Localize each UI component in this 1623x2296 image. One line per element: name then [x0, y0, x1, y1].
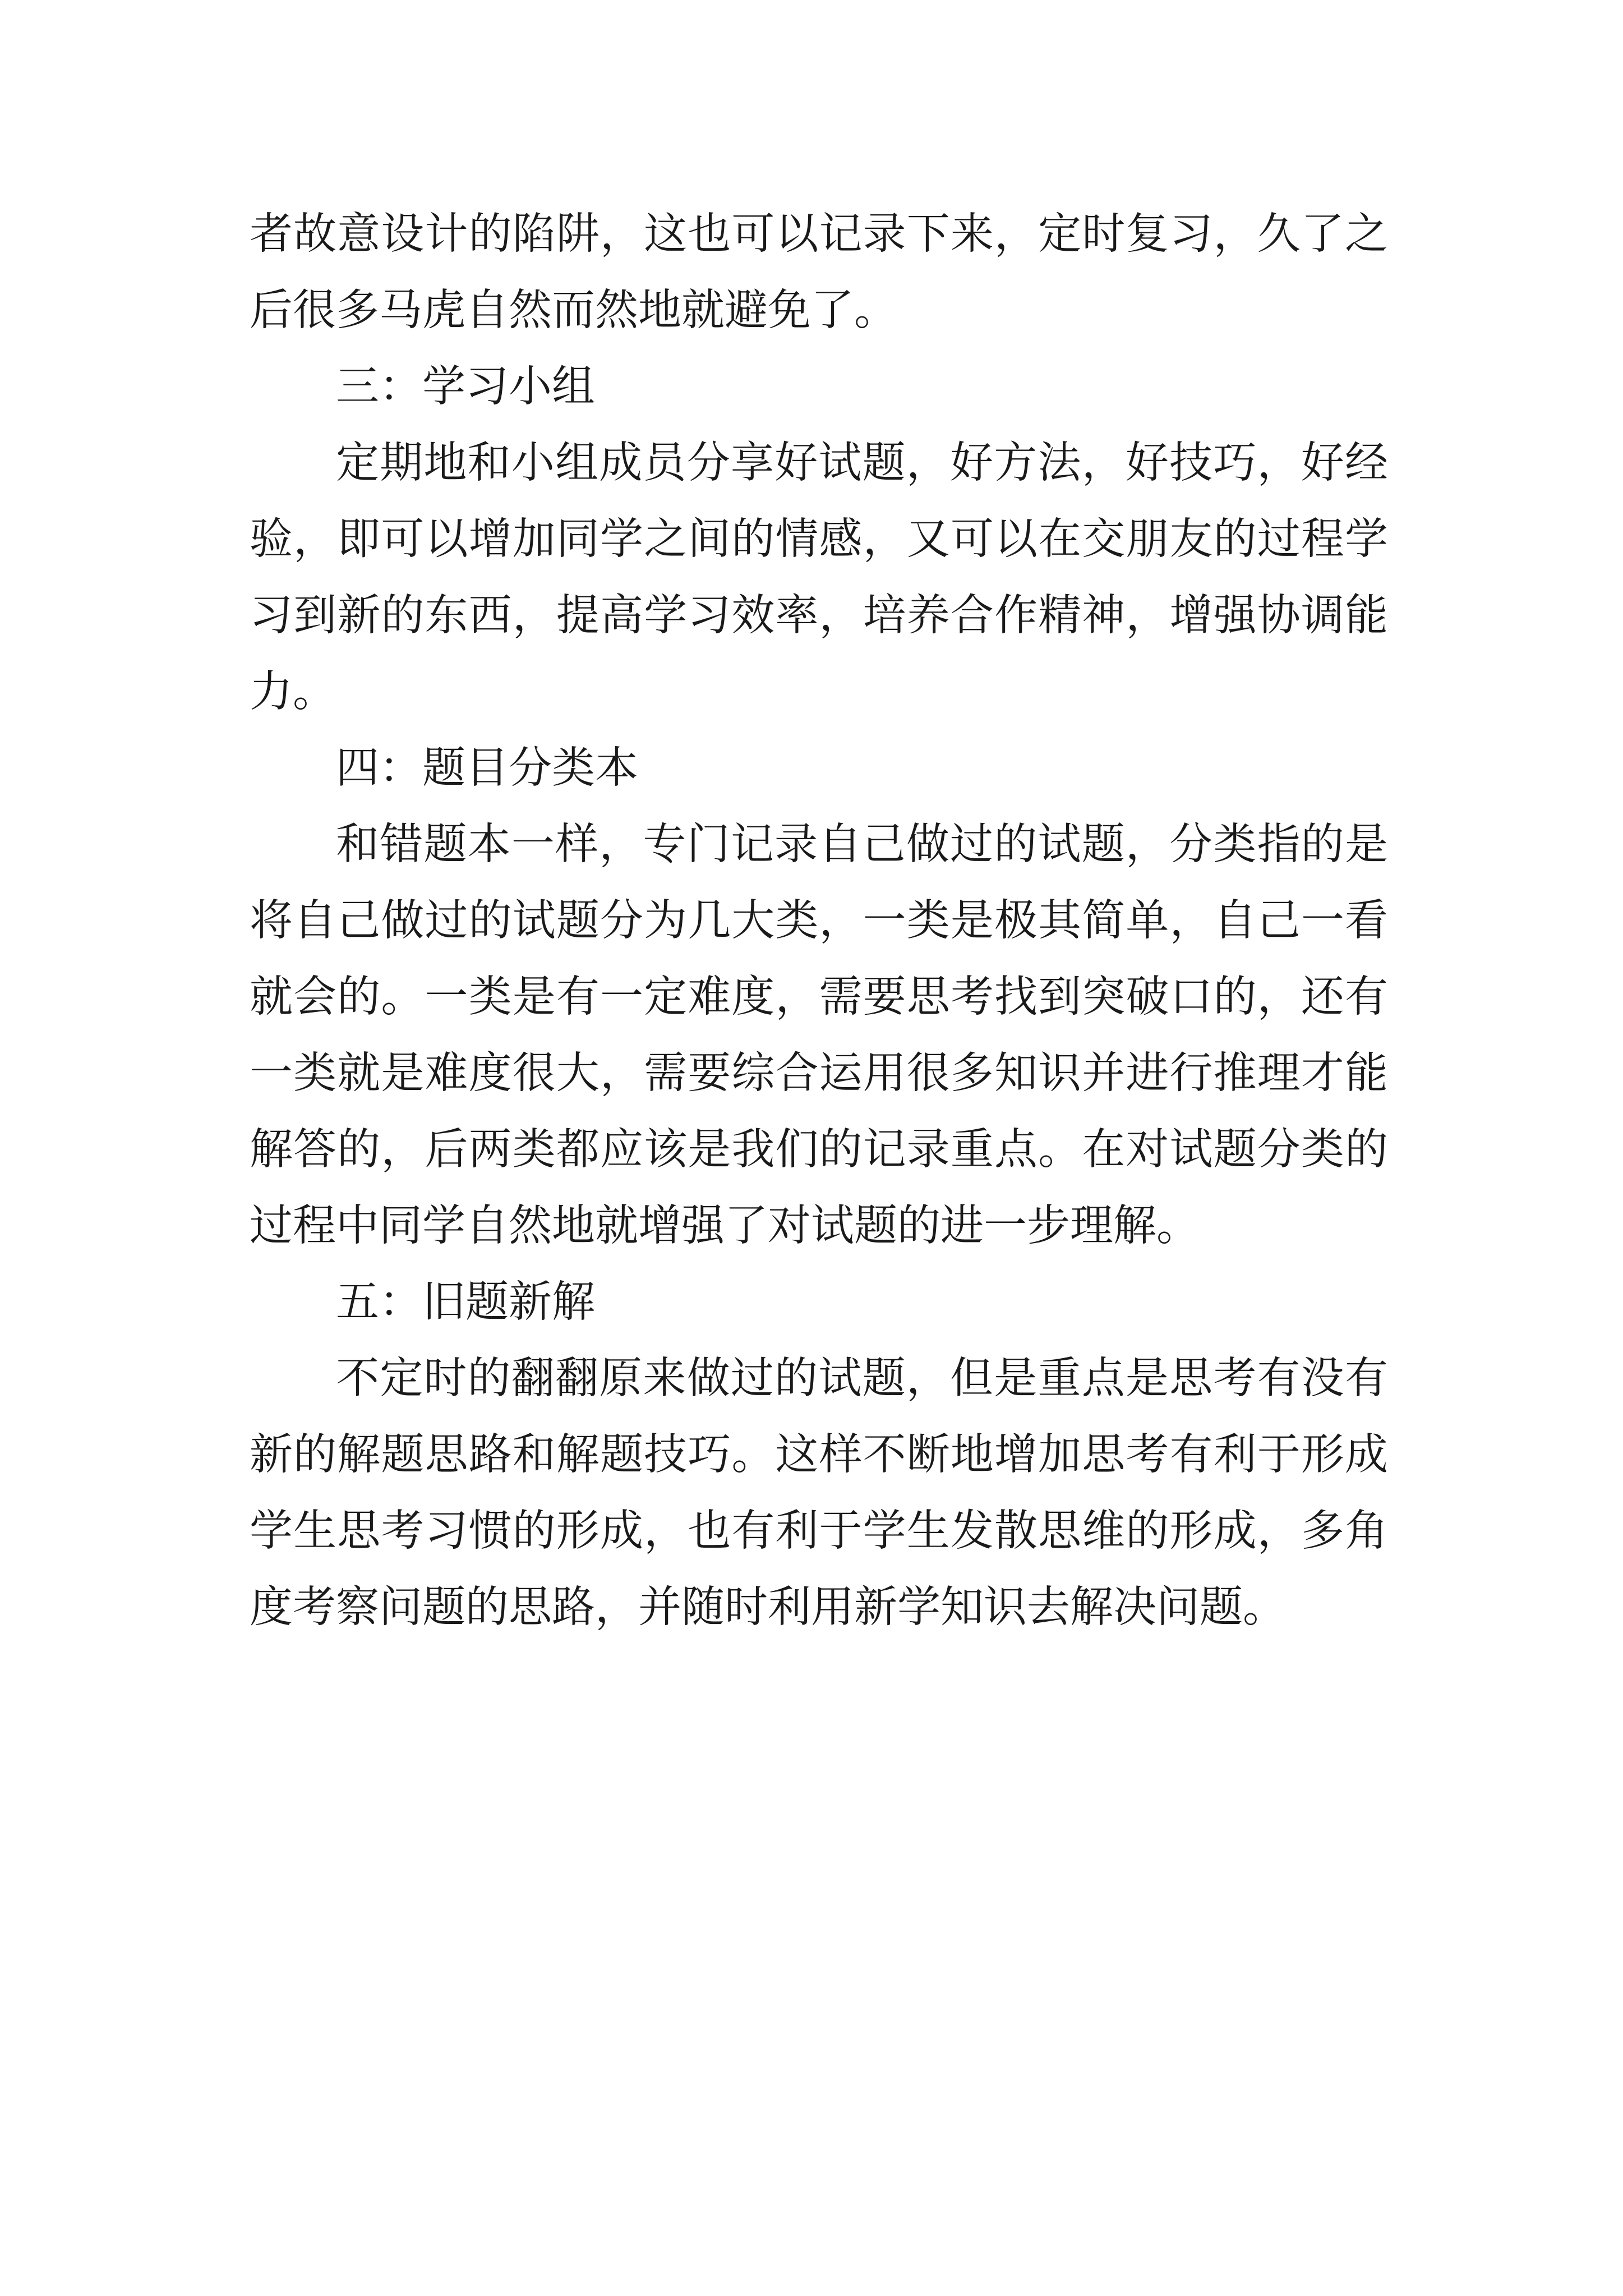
text-line: 和错题本一样，专门记录自己做过的试题，分类指的是: [336, 820, 1388, 869]
text-line: 一类就是难度很大，需要综合运用很多知识并进行推理才能: [250, 1048, 1388, 1098]
text-line: 不定时的翻翻原来做过的试题，但是重点是思考有没有: [336, 1354, 1388, 1404]
text-line: 者故意设计的陷阱，这也可以记录下来，定时复习，久了之: [250, 209, 1388, 259]
heading-line: 五：旧题新解: [336, 1277, 595, 1327]
paragraph-old-problems-new-solutions: [250, 1341, 1388, 1646]
paragraph-study-group: [250, 425, 1388, 730]
section-heading-4: [250, 730, 1388, 807]
section-heading-3: [250, 349, 1388, 425]
document-body: [250, 196, 1388, 1646]
text-line: 将自己做过的试题分为几大类，一类是极其简单，自己一看: [250, 896, 1388, 946]
text-line: 过程中同学自然地就增强了对试题的进一步理解。: [250, 1201, 1200, 1251]
text-line: 后很多马虎自然而然地就避免了。: [250, 286, 897, 335]
text-line: 习到新的东西，提高学习效率，培养合作精神，增强协调能: [250, 591, 1388, 641]
text-line: 新的解题思路和解题技巧。这样不断地增加思考有利于形成: [250, 1430, 1388, 1480]
section-heading-5: [250, 1264, 1388, 1341]
text-line: 学生思考习惯的形成，也有利于学生发散思维的形成，多角: [250, 1506, 1388, 1556]
text-line: 验，即可以增加同学之间的情感，又可以在交朋友的过程学: [250, 514, 1388, 564]
paragraph-classification-notebook: [250, 807, 1388, 1264]
heading-line: 三：学习小组: [336, 362, 595, 412]
paragraph-intro-continuation: [250, 196, 1388, 349]
text-line: 就会的。一类是有一定难度，需要思考找到突破口的，还有: [250, 972, 1388, 1022]
text-line: 力。: [250, 667, 336, 717]
heading-line: 四：题目分类本: [336, 743, 638, 793]
text-line: 度考察问题的思路，并随时利用新学知识去解决问题。: [250, 1582, 1286, 1632]
text-line: 解答的，后两类都应该是我们的记录重点。在对试题分类的: [250, 1125, 1388, 1175]
text-line: 定期地和小组成员分享好试题，好方法，好技巧，好经: [336, 438, 1388, 488]
